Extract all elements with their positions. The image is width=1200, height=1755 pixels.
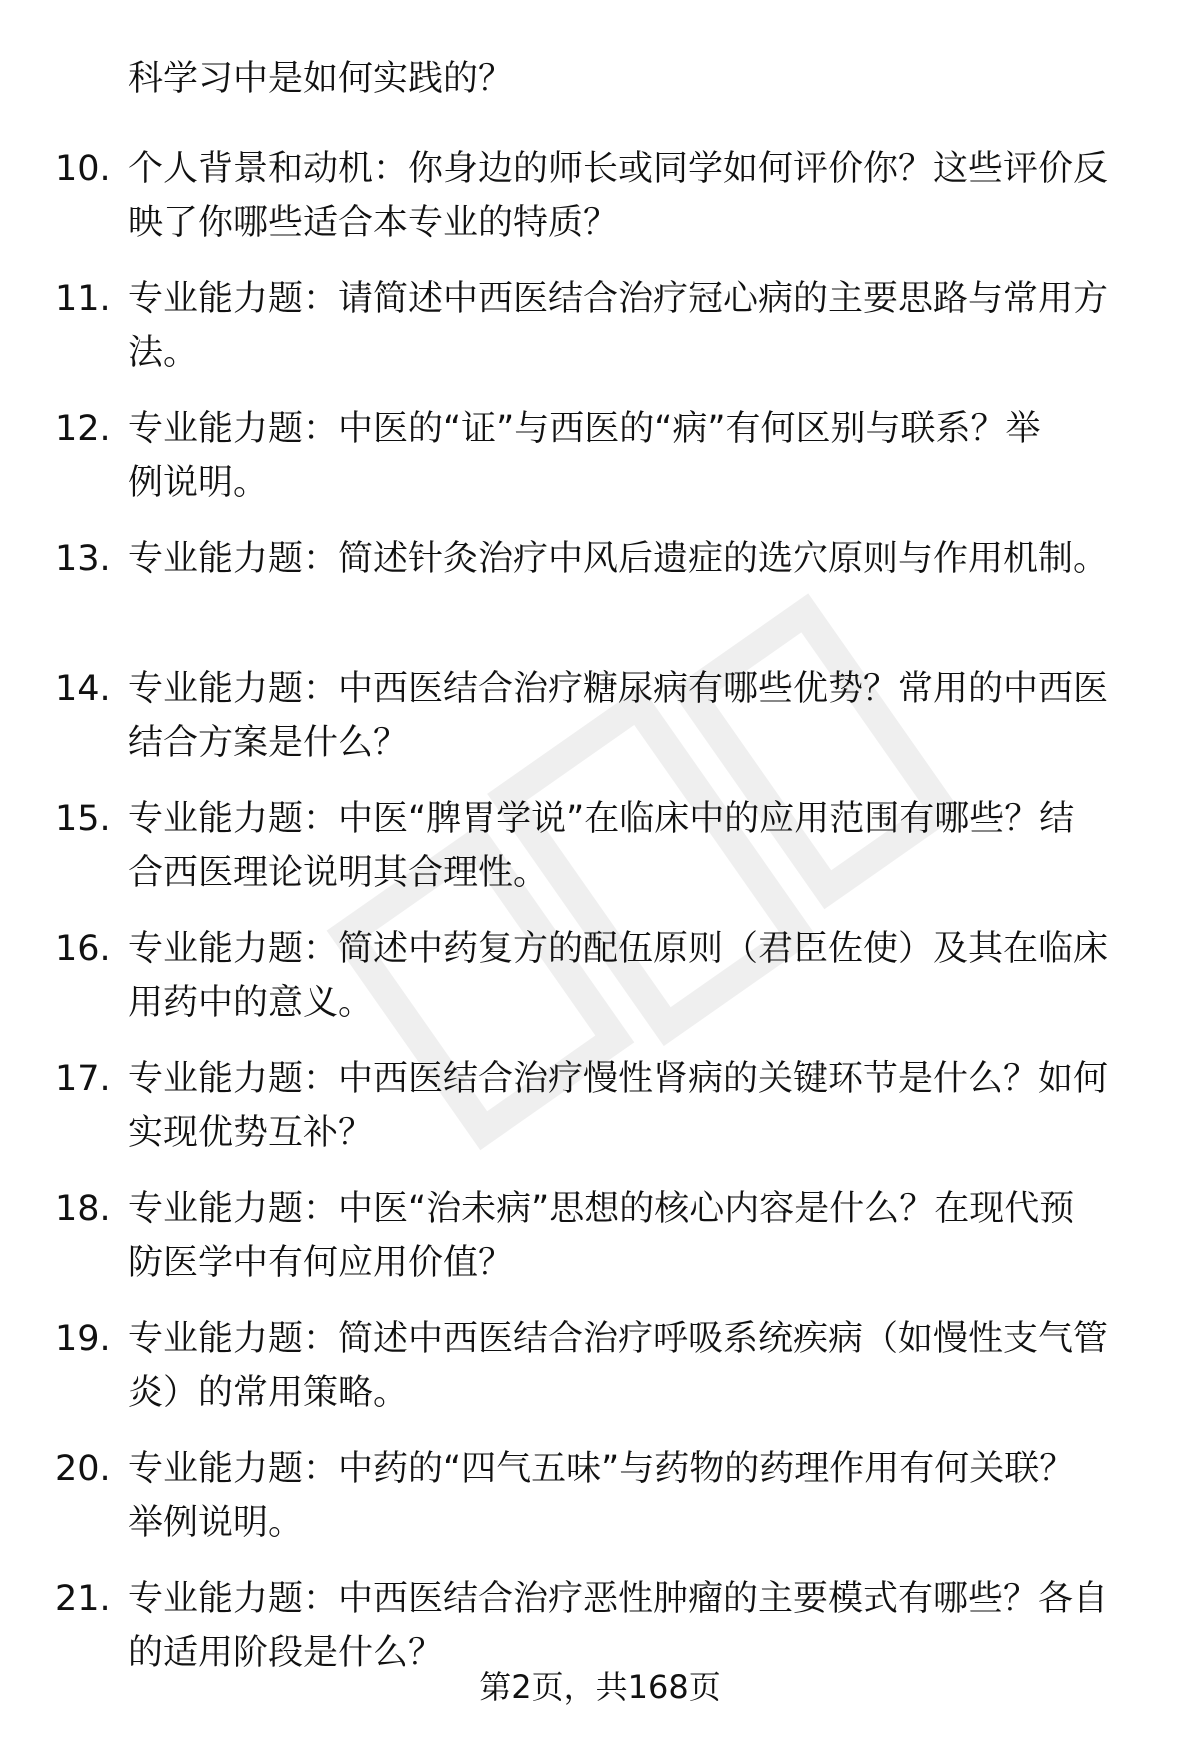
question-text: 专业能力题：简述针灸治疗中风后遗症的选穴原则与作用机制。 [128,539,1109,579]
question-text: 专业能力题：简述中西医结合治疗呼吸系统疾病（如慢性支气管 炎）的常用策略。 [128,1319,1109,1413]
question-text: 专业能力题：简述中药复方的配伍原则（君臣佐使）及其在临床 用药中的意义。 [128,929,1109,1023]
continued-question-text: 科学习中是如何实践的？ [128,59,514,99]
question-list [0,142,1200,1702]
question-number: 11. [55,279,111,319]
question-number: 10. [55,149,111,189]
question-text: 专业能力题：中医的“证”与西医的“病”有何区别与联系？举 例说明。 [128,409,1041,503]
question-item [0,1312,1200,1420]
question-item [0,272,1200,380]
question-number: 21. [55,1579,111,1619]
question-number: 15. [55,799,111,839]
question-text: 专业能力题：中西医结合治疗恶性肿瘤的主要模式有哪些？各自 的适用阶段是什么？ [128,1579,1109,1673]
question-number: 18. [55,1189,111,1229]
question-text: 专业能力题：请简述中西医结合治疗冠心病的主要思路与常用方 法。 [128,279,1109,373]
question-item [0,792,1200,900]
question-text: 专业能力题：中医“脾胃学说”在临床中的应用范围有哪些？结 合西医理论说明其合理性。 [128,799,1075,893]
question-text: 专业能力题：中西医结合治疗糖尿病有哪些优势？常用的中西医 结合方案是什么？ [128,669,1109,763]
question-number: 14. [55,669,111,709]
question-number: 17. [55,1059,111,1099]
question-item [0,662,1200,770]
question-text: 个人背景和动机：你身边的师长或同学如何评价你？这些评价反 映了你哪些适合本专业的特质？ [128,149,1109,243]
question-item [0,532,1200,586]
question-number: 12. [55,409,111,449]
question-item [0,1442,1200,1550]
question-text: 专业能力题：中西医结合治疗慢性肾病的关键环节是什么？如何 实现优势互补？ [128,1059,1109,1153]
question-item [0,402,1200,510]
question-number: 13. [55,539,111,579]
page-footer: 第2页，共168页 [479,1668,721,1706]
question-number: 19. [55,1319,111,1359]
question-number: 16. [55,929,111,969]
question-item [0,1052,1200,1160]
question-item [0,922,1200,1030]
question-item [0,142,1200,250]
question-text: 专业能力题：中医“治未病”思想的核心内容是什么？在现代预 防医学中有何应用价值？ [128,1189,1075,1283]
question-number: 20. [55,1449,111,1489]
question-item [0,1182,1200,1290]
question-text: 专业能力题：中药的“四气五味”与药物的药理作用有何关联？ 举例说明。 [128,1449,1075,1543]
